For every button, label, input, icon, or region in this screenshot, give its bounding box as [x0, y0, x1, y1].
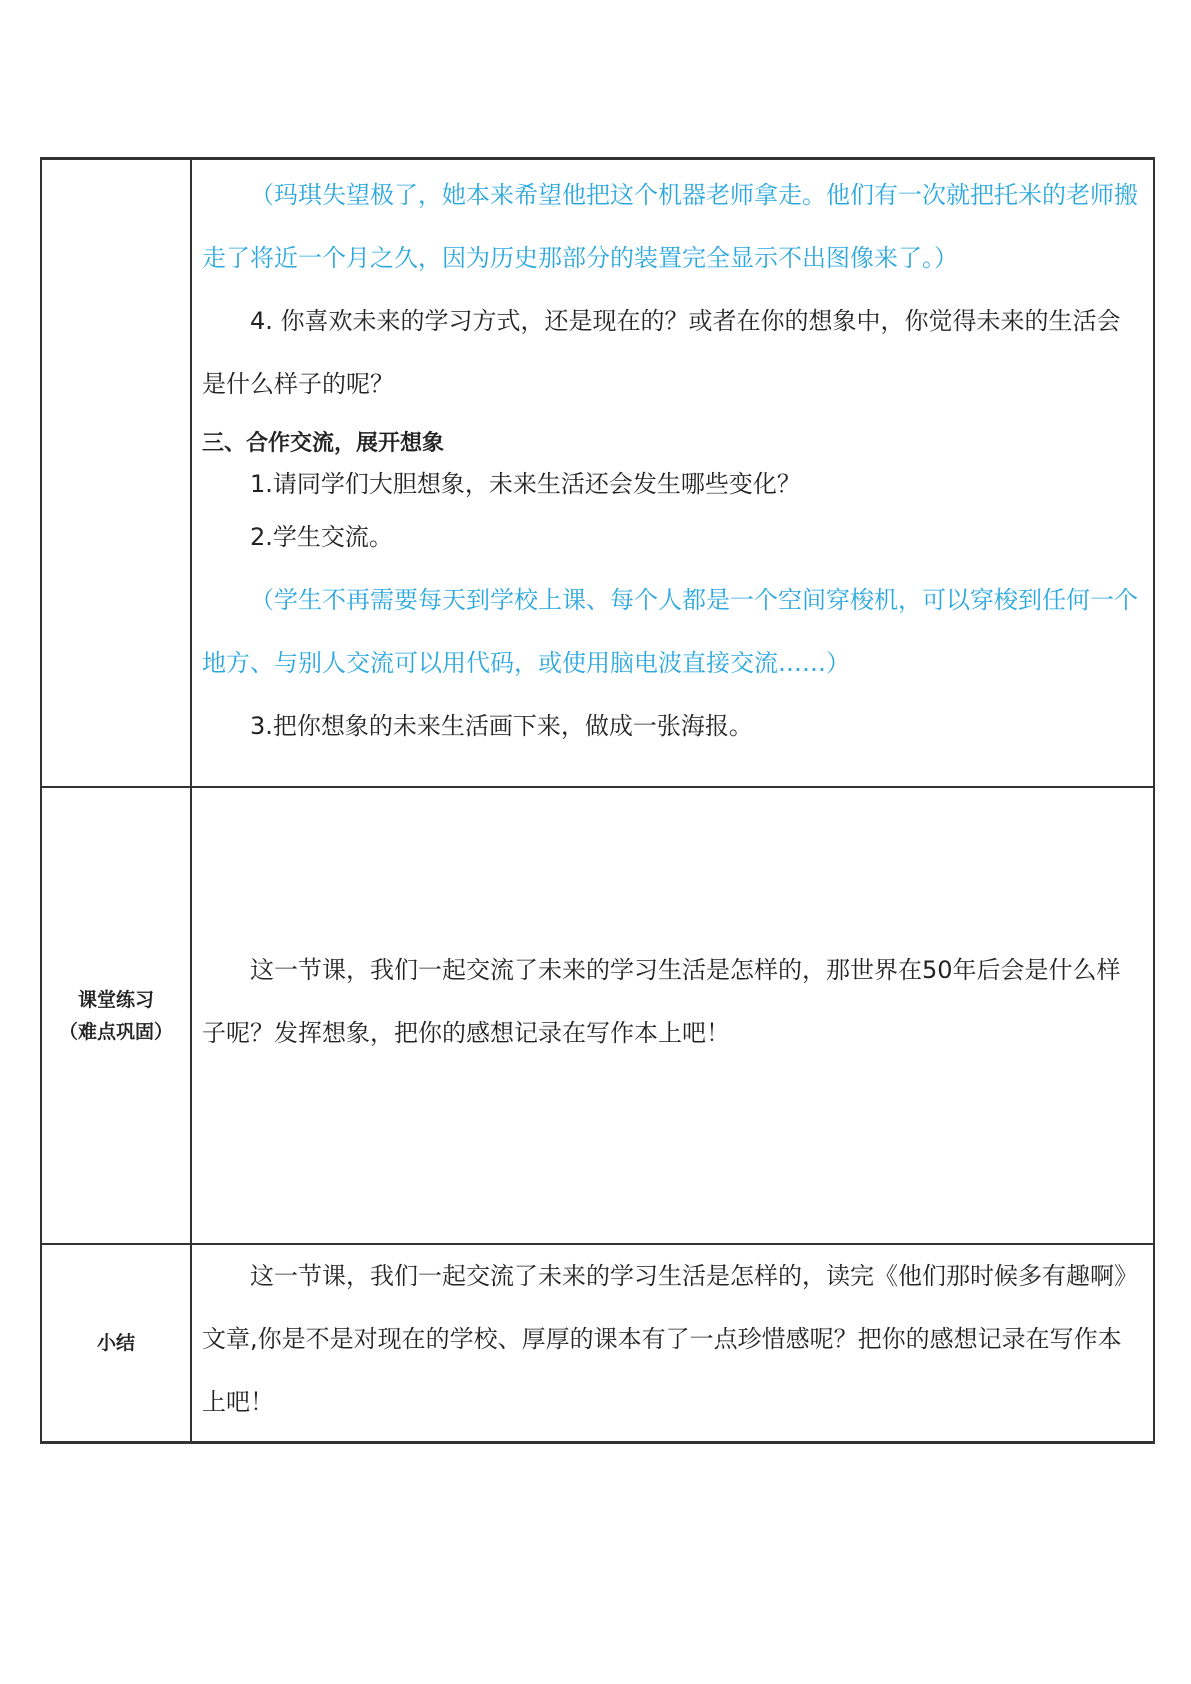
step-2: 2.学生交流。 — [250, 523, 393, 551]
step-1: 1.请同学们大胆想象，未来生活还会发生哪些变化？ — [250, 470, 801, 498]
lesson-plan-table — [40, 157, 1155, 1444]
table-row-practice — [41, 787, 1154, 1244]
row-label-summary: 小结 — [41, 1244, 191, 1443]
step-3: 3.把你想象的未来生活画下来，做成一张海报。 — [250, 712, 753, 740]
row-label-practice — [41, 787, 191, 1244]
table-row-activities — [41, 159, 1154, 788]
practice-content-cell — [191, 787, 1154, 1244]
summary-content-cell — [191, 1244, 1154, 1443]
practice-text: 这一节课，我们一起交流了未来的学习生活是怎样的，那世界在50年后会是什么样子呢？发挥想象，把你的感想记录在写作本上吧！ — [202, 956, 1121, 1047]
row-label-empty — [41, 159, 191, 788]
answer-paragraph-1: （玛琪失望极了，她本来希望他把这个机器老师拿走。他们有一次就把托米的老师搬走了将近一个月之久，因为历史那部分的装置完全显示不出图像来了。） — [202, 181, 1138, 272]
answer-paragraph-2: （学生不再需要每天到学校上课、每个人都是一个空间穿梭机，可以穿梭到任何一个地方、与别人交流可以用代码，或使用脑电波直接交流……） — [202, 586, 1138, 677]
practice-label-line2: （难点巩固） — [58, 1020, 173, 1043]
activities-content-cell — [191, 159, 1154, 788]
practice-label-line1: 课堂练习 — [77, 988, 154, 1011]
question-4: 4. 你喜欢未来的学习方式，还是现在的？或者在你的想象中，你觉得未来的生活会是什么样子的呢？ — [202, 307, 1121, 398]
summary-text: 这一节课，我们一起交流了未来的学习生活是怎样的，读完《他们那时候多有趣啊》文章,你是不是对现在的学校、厚厚的课本有了一点珍惜感呢？把你的感想记录在写作本上吧！ — [202, 1262, 1138, 1416]
table-row-summary — [41, 1244, 1154, 1443]
section-heading: 三、合作交流，展开想象 — [202, 431, 445, 456]
